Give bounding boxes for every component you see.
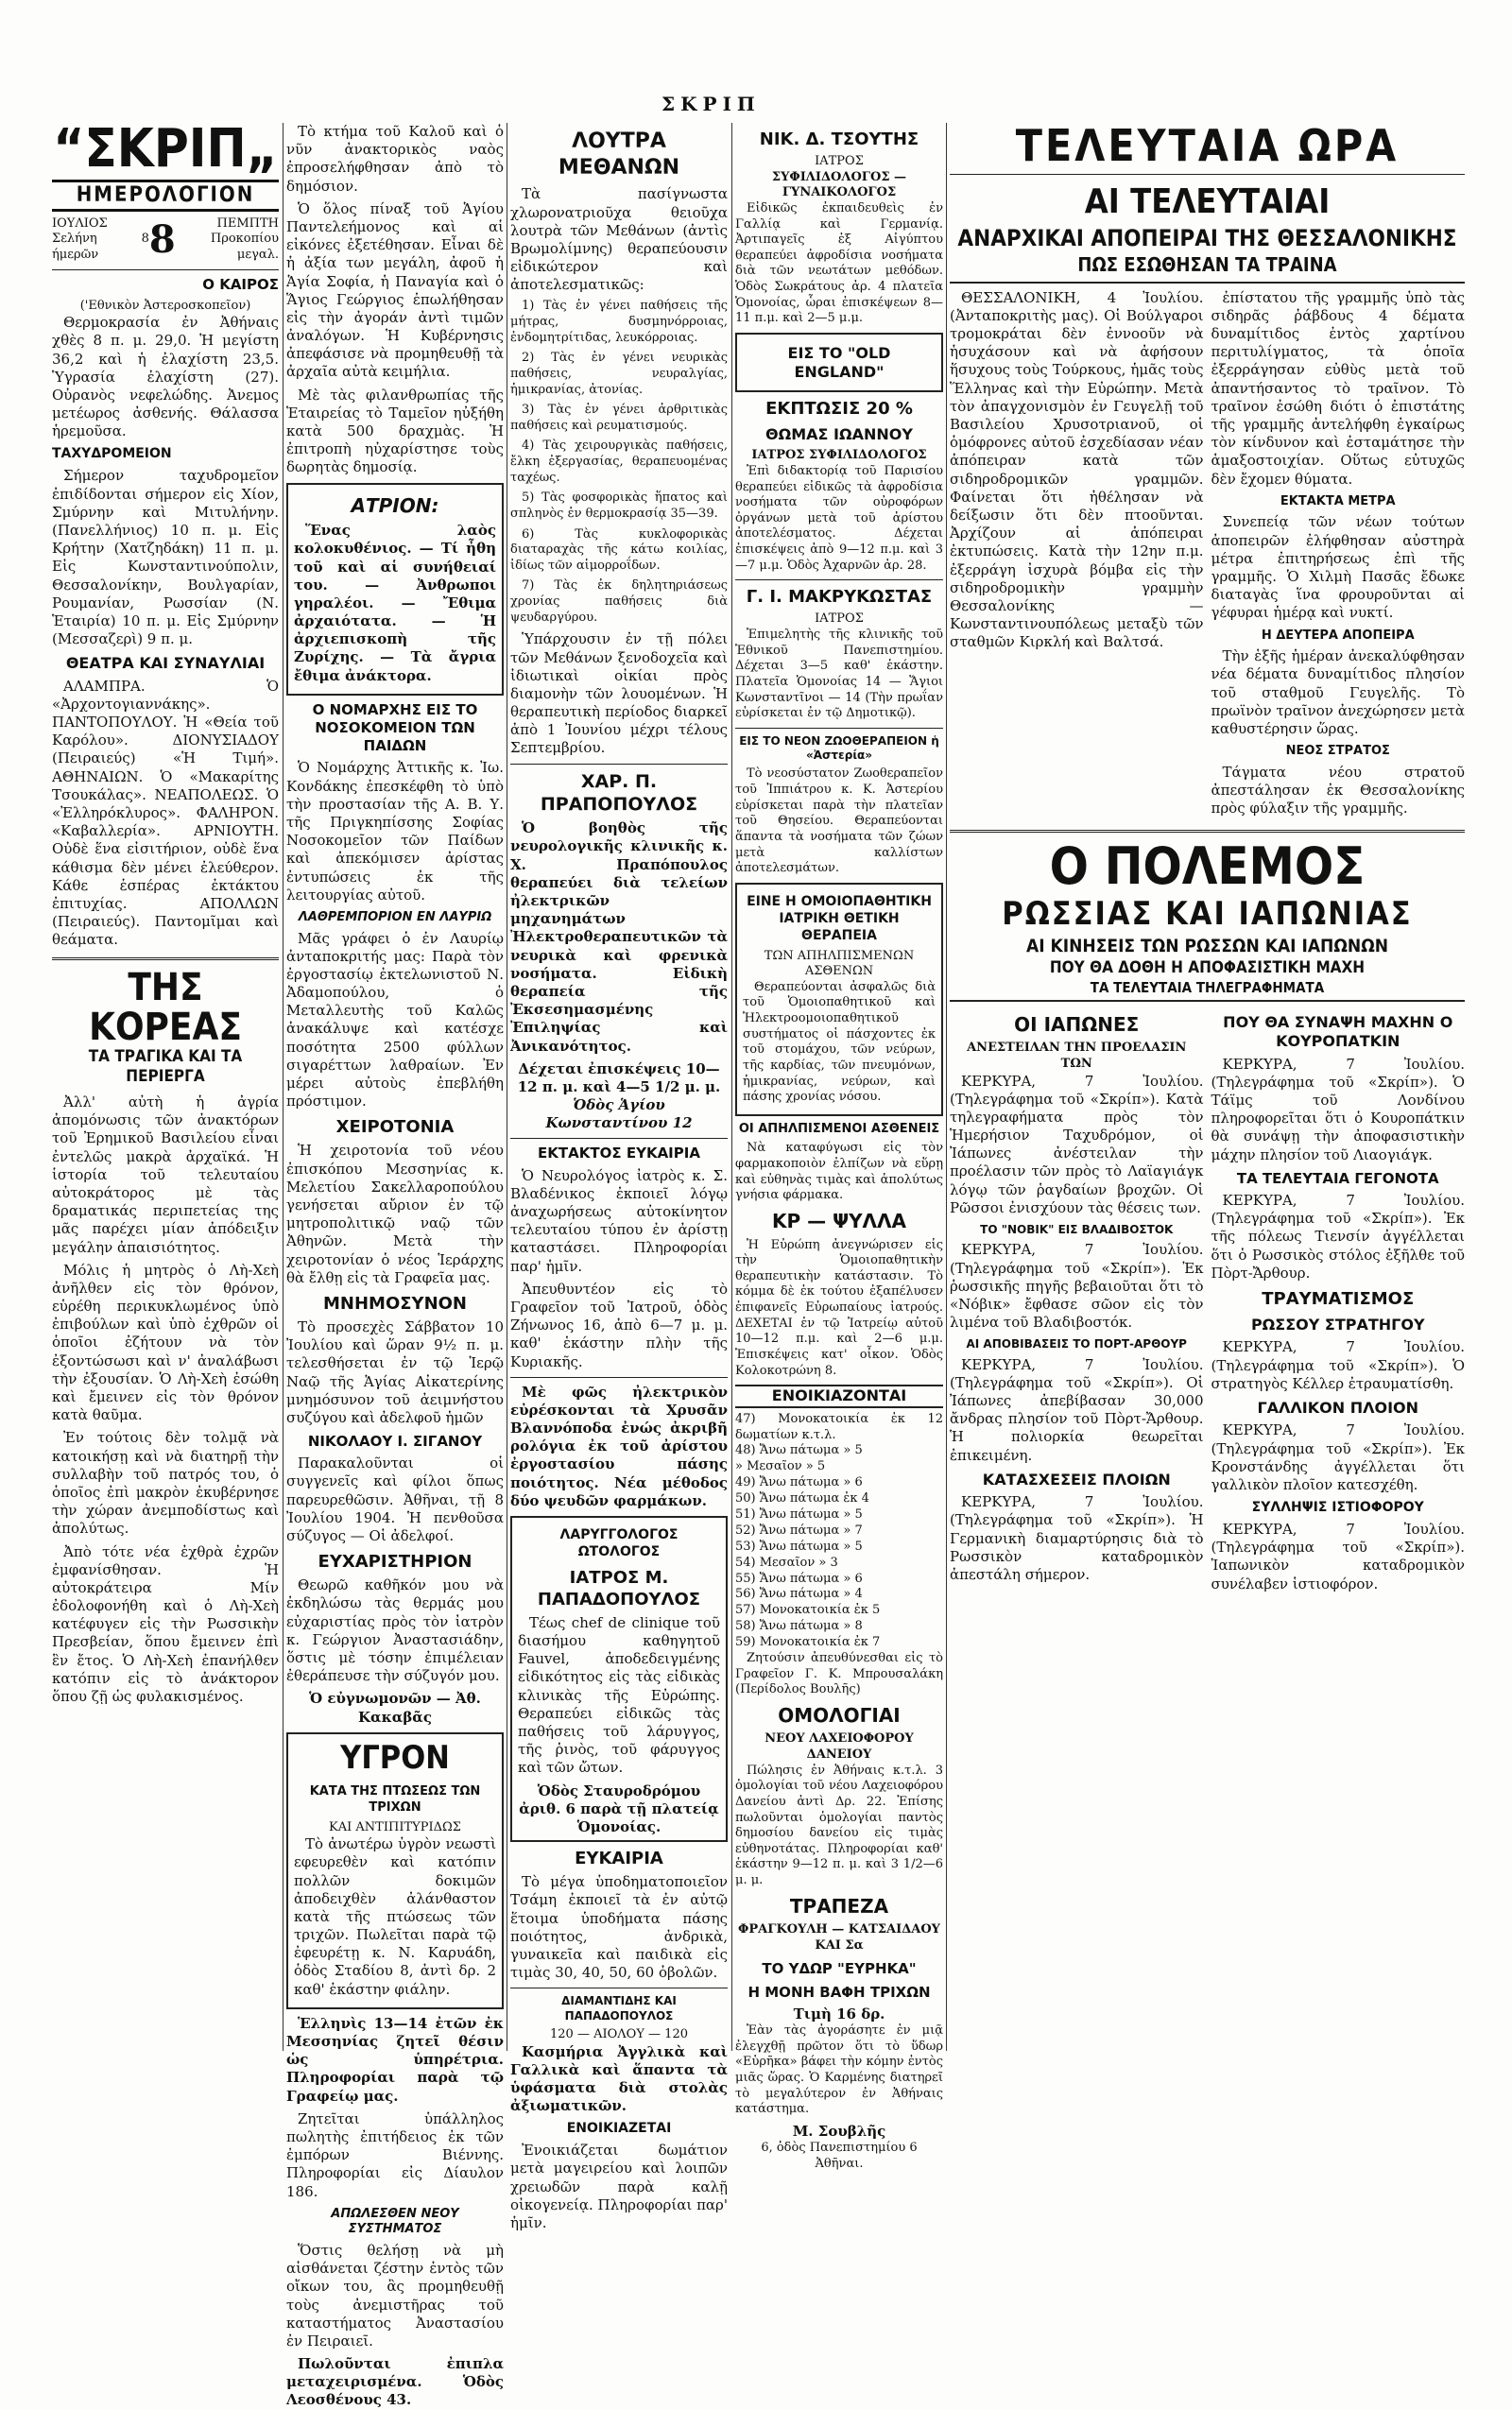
list-item: 54) Μεσαῖον » 3 — [735, 1555, 838, 1570]
second-attempt-text: Τὴν ἑξῆς ἡμέραν ἀνεκαλύφθησαν νέα δέματα δυναμίτιδος πλησίον τοῦ σταθμοῦ Γευγελῆς. Τὸ πρωϊνὸν τραῖνον ἀνεχώρησεν μετὰ καθυστέρησιν ὥρας. — [1211, 647, 1465, 737]
post-heading: ΤΑΧΥΔΡΟΜΕΙΟΝ — [52, 446, 172, 462]
doctor-hours: Δέχεται ἐπισκέψεις 10—12 π. μ. καὶ 4—5 1/2 μ. μ. — [517, 1059, 721, 1095]
intro-text: Μὲ τὰς φιλανθρωπίας τῆς Ἑταιρείας τὸ Ταμεῖον ηὐξήθη κατὰ 500 δραχμὰς. Ἡ ἐπιτροπὴ ηὐχαρίστησε τοὺς δωρητὰς δημοσίᾳ. — [286, 386, 504, 476]
water-agent: Μ. Σουβλῆς — [792, 2122, 886, 2140]
atrion-text: Ἕνας λαὸς κολοκυθένιος. — Τί ἦθη τοῦ καὶ αἱ συνήθειαί του. — Ἀνθρωποι γηραλέοι. — Ἔθιμα ἀρχαιότατα. — Ἡ ἀρχιεπισκοπὴ τῆς Ζυρίχης. — Τὰ ἄγρια ἔθιμα ἀνάκτορα. — [294, 522, 496, 684]
doctor-name: ΝΙΚ. Δ. ΤΣΟΥΤΗΣ — [759, 129, 919, 149]
theatre-text: ΑΛΑΜΠΡΑ. Ὁ «Ἀρχοντογιαννάκης». ΠΑΝΤΟΠΟΥΛΟΥ. Ἡ «Θεία τοῦ Καρόλου». ΔΙΟΝΥΣΙΑΔΟΥ (Πειραιεύς) «Ἡ Τιμή». ΑΘΗΝΑΙΩΝ. Ὁ «Μακαρίτης Τσουκάλας». ΝΕΑΠΟΛΕΩΣ. Ὁ «Ἐλληρόκλυρος». ΦΑΛΗΡΟΝ. «Καβαλλερία». ΑΡΝΙΟΥΤΗ. Οὐδὲ ἕνα εἰσιτήριον, οὐδὲ ἕνα κάθισμα δὲν μένει ἐλεύθερον. Κάθε ἑσπέρας ἐκτάκτου ἐπιτυχίας. ΑΠΟΛΛΩΝ (Πειραιεύς). Παντομῖμαι καὶ θεάματα. — [52, 677, 279, 949]
mnemosynon-name: ΝΙΚΟΛΑΟΥ Ι. ΣΙΓΑΝΟΥ — [307, 1433, 483, 1451]
doctor3-name: Γ. Ι. ΜΑΚΡΥΚΩΣΤΑΣ — [746, 587, 933, 608]
french-ship-heading: ΓΑΛΛΙΚΟΝ ΠΛΟΙΟΝ — [1257, 1398, 1419, 1417]
hygron-sub-2: ΚΑΙ ΑΝΤΙΠΙΤΥΡΙΔΩΣ — [329, 1819, 461, 1834]
latest-events-heading: ΤΑ ΤΕΛΕΥΤΑΙΑ ΓΕΓΟΝΟΤΑ — [1236, 1169, 1439, 1187]
dentist-name: ΙΑΤΡΟΣ Μ. ΠΑΠΑΔΟΠΟΥΛΟΣ — [537, 1567, 701, 1610]
doctor-text: Εἰδικῶς ἐκπαιδευθεὶς ἐν Γαλλίᾳ καὶ Γερμανίᾳ. Ἀρτιπαγεῖς ἐξ Αἰγύπτου θεραπεύει ἀφροδίσια νοσήματα διὰ τῶν νεωτάτων μεθόδων. Ὁδὸς Σωκράτους ἀρ. 4 πλατεῖα Ὁμονοίας, ὧραι ἐπισκέψεων 8—11 π.μ. καὶ 2—5 μ.μ. — [735, 200, 943, 326]
nomarch-text: Ὁ Νομάρχης Ἀττικῆς κ. Ἰω. Κονδάκης ἐπεσκέφθη τὸ ὑπὸ τὴν προστασίαν τῆς Α. Β. Υ. τῆς Πριγκηπίσσης Σοφίας Νοσοκομεῖον τῶν Παίδων καὶ ἀπεκόμισεν ἀρίστας ἐντυπώσεις ἐκ τῆς λειτουργίας αὐτοῦ. — [286, 759, 504, 904]
japan-text: ΚΕΡΚΥΡΑ, 7 Ἰουλίου. (Τηλεγράφημα τοῦ «Σκρίπ»). Κατὰ τηλεγραφήματα πρὸς τὸν Ἡμερήσιον Ταχυδρόμον, οἱ Ἰάπωνες ἀνέστειλαν τὴν προέλασιν τῶν πρὸς τὸ Λαϊαγιάγκ λόγῳ τῶν ῥαγδαίων βροχῶν. Οἱ Ρῶσσοι ἐνισχύουν τὰς θέσεις των. — [950, 1072, 1204, 1216]
bank-heading: ΤΡΑΠΕΖΑ — [789, 1894, 889, 1918]
list-item: 50) Ἄνω πάτωμα ἐκ 4 — [735, 1491, 869, 1506]
rent-text: Ἐνοικιάζεται δωμάτιον μετὰ μαγειρείου καὶ λοιπῶν χρειωδῶν παρὰ καλῇ οἰκογενείᾳ. Πληροφορίαι παρ' ἡμῖν. — [510, 2142, 728, 2232]
korea-title: ΤΗΣ ΚΟΡΕΑΣ — [89, 965, 242, 1049]
loan-text: Πώλησις ἐν Ἀθήναις κ.τ.λ. 3 ὁμολογίαι τοῦ νέου Λαχειοφόρου Δανείου ἀντὶ Δρ. 22. Ἐπίσης πωλοῦνται ὁμολογίαι παντὸς δημοσίου δανείου εἰς τιμὰς εὐθηνοτάτας. Πληροφορίαι καθ' ἑκάστην 9—12 π. μ. καὶ 3 1/2—6 μ. μ. — [735, 1763, 943, 1888]
saint-day: Προκοπίου μεγαλ. — [210, 232, 279, 263]
measures-heading: ΕΚΤΑΚΤΑ ΜΕΤΡΑ — [1280, 493, 1396, 508]
list-item: 47) Μονοκατοικία ἐκ 12 δωματίων κ.τ.λ. — [735, 1411, 943, 1442]
baths-item: 4) Τὰς χειρουργικὰς παθήσεις, ἔλκη ἐξεργασίας, θεραπευομένας ταχέως. — [510, 439, 728, 485]
day-number: 8 — [148, 217, 176, 263]
baths-item: 6) Τὰς κυκλοφορικὰς διαταραχὰς τῆς κάτω κοιλίας, ἰδίως τῶν αἱμορροΐδων. — [510, 526, 728, 573]
weather-report: Θερμοκρασία ἐν Ἀθήναις χθὲς 8 π. μ. 29,0. Ἡ μεγίστη 36,2 καὶ ἡ ἐλαχίστη 23,5. Ὑγρασία ἐλαχίστη (27). Οὐρανὸς νεφελώδης. Ἀνεμος μετέωρος ἀσθενής. Θάλασσα ἡρεμοῦσα. — [52, 314, 279, 440]
baths-item: 5) Τὰς φοσφορικὰς ἥπατος καὶ σπληνὸς ἐν θερμοκρασίᾳ 35—39. — [510, 491, 728, 521]
bottom-ad: Πωλοῦνται ἐπιπλα μεταχειρισμένα. Ὁδὸς Λεοσθένους 43. — [286, 2355, 504, 2409]
theatre-heading: ΘΕΑΤΡΑ ΚΑΙ ΣΥΝΑΥΛΙΑΙ — [65, 654, 266, 673]
opportunity-text: Τὸ μέγα ὑποδηματοποιεῖον Τσάμη ἐκποιεῖ τὰ ἐν αὐτῷ ἕτοιμα ὑποδήματα πάσης ποιότητος, ἀνδρικὰ, γυναικεῖα καὶ παιδικὰ εἰς τιμὰς 30, 40, 50, 60 ὀβολῶν. — [510, 1873, 728, 1982]
wounded-heading: ΤΡΑΥΜΑΤΙΣΜΟΣ — [1262, 1288, 1415, 1309]
troops-heading: ΝΕΟΣ ΣΤΡΑΤΟΣ — [1285, 744, 1390, 759]
column-rule — [946, 123, 947, 2051]
nobik-text: ΚΕΡΚΥΡΑ, 7 Ἰουλίου. (Τηλεγράφημα τοῦ «Σκρίπ»). Ἐκ ῥωσσικῆς πηγῆς βεβαιοῦται ὅτι τὸ «Νόβικ» ἔφθασε σῶον εἰς τὸν λιμένα τοῦ Βλαδιβοστόκ. — [950, 1241, 1204, 1332]
water-heading: ΤΟ ΥΔΩΡ "ΕΥΡΗΚΑ" — [762, 1959, 917, 1977]
column-3 — [510, 123, 728, 2232]
notice-text: Ὁ Νευρολόγος ἰατρὸς κ. Σ. Βλαδένικος ἐκποιεῖ λόγῳ ἀναχωρήσεως αὐτοκίνητον τελευταίου τύπου ἐν ἀρίστῃ καταστάσει. Πληροφορίαι παρ' ἡμῖν. — [510, 1166, 728, 1275]
list-item: 59) Μονοκατοικία ἐκ 7 — [735, 1635, 881, 1650]
column-rule — [731, 123, 732, 2051]
headline: ΑΙ ΤΕΛΕΥΤΑΙΑΙ — [1084, 182, 1331, 222]
kuro-heading: ΠΟΥ ΘΑ ΣΥΝΑΨΗ ΜΑΧΗΝ Ο ΚΟΥΡΟΠΑΤΚΙΝ — [1223, 1012, 1453, 1051]
hygron-text: Τὸ ἀνωτέρω ὑγρὸν νεωστὶ εφευρεθὲν καὶ κατόπιν πολλῶν δοκιμῶν ἀποδειχθὲν ἀλάνθαστον κατὰ τῆς πτώσεως τῶν τριχῶν. Πωλεῖται παρὰ τῷ ἐφευρέτῃ κ. Ν. Καρυάδη, ὁδὸς Σταδίου 8, ἀντὶ δρ. 2 καθ' ἑκάστην φιάλην. — [294, 1835, 496, 1998]
korea-paragraph: Ἀπὸ τότε νέα ἐχθρὰ ἐχρῶν ἐμφανίσθησαν. Ἡ αὐτοκράτειρα Μίν ἐδολοφονήθη καὶ ὁ Λὴ-Χεὴ κατέφυγεν εἰς τὴν Ρωσσικὴν Πρεσβείαν, ὅπου ἔμεινεν ἐπὶ ἓν ἔτος. Ὁ Λὴ-Χεὴ ἐπανήλθεν κατόπιν εἰς τὸ ἀνάκτορον ὅπου ζῇ ὡς φυλακισμένος. — [52, 1542, 279, 1706]
arthur-text: ΚΕΡΚΥΡΑ, 7 Ἰουλίου. (Τηλεγράφημα τοῦ «Σκρίπ»). Οἱ Ἰάπωνες ἀπεβίβασαν 30,000 ἄνδρας πλησίον τοῦ Πὸρτ-Ἄρθουρ. Ἡ πολιορκία θεωρεῖται ἐπικειμένη. — [950, 1355, 1204, 1464]
electric-ad: Μὲ φῶς ἠλεκτρικὸν εὐρέσκονται τὰ Χρυσᾶν Βλαννόποδα ἐνώς ἀκριβῆ ρολόγια ἐκ τοῦ ἀρίστου ἐργοστασίου πάσης ποιότητος. Νέα μέθοδος δύο ψευδῶν φαρμάκων. — [510, 1383, 728, 1509]
headline-2: ΑΝΑΡΧΙΚΑΙ ΑΠΟΠΕΙΡΑΙ ΤΗΣ ΘΕΣΣΑΛΟΝΙΚΗΣ — [957, 225, 1457, 252]
story-text: ἐπίστατου τῆς γραμμῆς ὑπὸ τὰς σιδηρᾶς ῥάβδους 4 δέματα δυναμίτιδος ἐντὸς χαρτίνου περιτυλίγματος, τὰ ὁποῖα ἐξερράγησαν εὐθὺς μετὰ τοῦ ἀπαντήσαντος τὸ τραῖνον. Τὸ τραῖνον ἐσώθη διότι ὁ ἐπιστάτης τῆς γραμμῆς ἀντελήφθη ἐγκαίρως τὸν κίνδυνον καὶ ἐσταμάτησε τὴν ἁμαξοστοιχίαν. Οὕτως εὐτυχῶς δὲν ἔχομεν θύματα. — [1211, 288, 1465, 488]
water-price: Τιμὴ 16 δρ. — [793, 2005, 885, 2023]
war-heading: Ο ΠΟΛΕΜΟΣ — [1049, 836, 1366, 897]
baths-item: 3) Τὰς ἐν γένει ἀρθριτικὰς παθήσεις καὶ ρευματισμούς. — [510, 403, 728, 433]
shop-text: Κασμήρια Ἀγγλικὰ καὶ Γαλλικὰ καὶ ἅπαντα τὰ ὑφάσματα διὰ στολὰς ἀξιωματικῶν. — [510, 2042, 728, 2115]
kuro-text: ΚΕΡΚΥΡΑ, 7 Ἰουλίου. (Τηλεγράφημα τοῦ «Σκρίπ»). Ὁ Τάϊμς τοῦ Λονδίνου πληροφορεῖται ὅτι ὁ Κουροπάτκιν θὰ συνάψῃ τὴν ἀποφασιστικὴν μάχην πλησίον τοῦ Λιαογιάγκ. — [1211, 1055, 1465, 1163]
bank-sub: ΦΡΑΓΚΟΥΛΗ — ΚΑΤΣΑΙΔΑΟΥ ΚΑΙ Σα — [738, 1922, 940, 1953]
moon-phase: Σελήνη 8 ήμερῶν — [52, 232, 149, 263]
intro-text: Ὁ ὅλος πίναξ τοῦ Ἁγίου Παντελεήμονος καὶ αἱ εἰκόνες ἐξετέθησαν. Εἶναι δὲ ἡ ἀξία των μεγάλη, ἀφοῦ ἡ Ἁγία Σοφία, ἡ Παναγία καὶ ὁ Ἅγιος Γεώργιος ἐπωλήθησαν εἰς τὴν ἀγοράν ἀντὶ τιμῶν ἀναλόγων. Ἡ Κυβέρνησις ἀπεφάσισε νὰ προμηθευθῇ τὰ ἀρχαῖα αὐτὰ κειμήλια. — [286, 199, 504, 381]
month: ΙΟΥΛΙΟΣ — [52, 215, 108, 231]
rentals-footer: Ζητούσιν ἀπευθύνεσθαι εἰς τὸ Γραφεῖον Γ. Κ. Μπρουσαλάκη (Περίδολος Βουλῆς) — [735, 1650, 943, 1697]
seller-ad: Ζητεῖται ὑπάλληλος πωλητὴς ἐπιτήδειος ἐκ τῶν ἐμπόρων Βιέννης. Πληροφορίαι εἰς Δίαυλον 186. — [286, 2109, 504, 2200]
lavrion-text: Μᾶς γράφει ὁ ἐν Λαυρίῳ ἀνταποκριτής μας: Παρὰ τὸν ἐργοστασίῳ ἐκτελωνιστοῦ Ν. Ἀδαμοπούλου, ὁ Μεταλλευτὴς τοῦ Καλῶς ἀνακάλυψε καὶ κατέσχε ποσότητα 2500 φύλλων σιγαρέττων λαθραίων. Ἐν μέρει αὐτοὺς ἐπεβλήθη πρόστιμον. — [286, 929, 504, 1110]
doctor2-title: ΙΑΤΡΟΣ ΣΥΦΙΛΙΔΟΛΟΓΟΣ — [751, 448, 927, 463]
list-item: 56) Ἄνω πάτωμα » 4 — [735, 1587, 863, 1602]
cheirotonia-text: Ἡ χειροτονία τοῦ νέου ἐπισκόπου Μεσσηνίας κ. Μελετίου Σακελλαροπούλου γενήσεται αὔριον ἐν τῷ μητροπολιτικῷ ναῷ τῶν Ἀθηνῶν. Μετὰ τὴν χειροτονίαν ὁ νέος Ἱεράρχης θὰ ἔλθῃ εἰς τὰ Γραφεῖα μας. — [286, 1142, 504, 1286]
hygron-heading: ΥΓΡΟΝ — [340, 1738, 450, 1777]
list-item: 51) Ἄνω πάτωμα » 5 — [735, 1506, 863, 1522]
loan-heading: ΟΜΟΛΟΓΙΑΙ — [778, 1703, 901, 1727]
zoo-heading: ΕΙΣ ΤΟ ΝΕΟΝ ΖΩΟΘΕΡΑΠΕΙΟΝ ἡ «Ἀστερία» — [739, 733, 939, 763]
wounded-sub: ΡΩΣΣΟΥ ΣΤΡΑΤΗΓΟΥ — [1250, 1315, 1425, 1334]
second-attempt-heading: Η ΔΕΥΤΕΡΑ ΑΠΟΠΕΙΡΑ — [1261, 628, 1415, 643]
list-item: » Μεσαῖον » 5 — [735, 1459, 826, 1474]
arthur-heading: ΑΙ ΑΠΟΒΙΒΑΣΕΙΣ ΤΟ ΠΟΡΤ-ΑΡΘΟΥΡ — [966, 1337, 1187, 1351]
doctor2-name: ΘΩΜΑΣ ΙΩΑΝΝΟΥ — [765, 424, 913, 443]
masthead — [0, 0, 1512, 113]
japan-sub: ΑΝΕΣΤΕΙΛΑΝ ΤΗΝ ΠΡΟΕΛΑΣΙΝ ΤΩΝ — [967, 1041, 1187, 1071]
dentist-address: Ὁδὸς Σταυροδρόμου ἀριθ. 6 παρὰ τῇ πλατείᾳ Ὁμονοίας. — [519, 1782, 719, 1835]
hygron-sub: ΚΑΤΑ ΤΗΣ ΠΤΩΣΕΩΣ ΤΩΝ ΤΡΙΧΩΝ — [309, 1784, 481, 1815]
doctor-name: ΧΑΡ. Π. ΠΡΑΠΟΠΟΥΛΟΣ — [540, 770, 698, 815]
almanac-heading: ΗΜΕΡΟΛΟΓΙΟΝ — [52, 180, 279, 212]
homeo-sub: ΤΩΝ ΑΠΗΛΠΙΣΜΕΝΩΝ ΑΣΘΕΝΩΝ — [764, 948, 915, 979]
steamer-text: ΚΕΡΚΥΡΑ, 7 Ἰουλίου. (Τηλεγράφημα τοῦ «Σκρίπ»). Ἰαπωνικὸν καταδρομικὸν συνέλαβεν ἱστιοφόρον. — [1211, 1521, 1465, 1592]
baths-item: 1) Τὰς ἐν γένει παθήσεις τῆς μήτρας, δυσμηνόρροιας, ἐνδομητρίτιδας, λευκόρροιας. — [510, 299, 728, 345]
korea-subtitle: ΤΑ ΤΡΑΓΙΚΑ ΚΑΙ ΤΑ ΠΕΡΙΕΡΓΑ — [88, 1046, 243, 1087]
headline-3: ΠΩΣ ΕΣΩΘΗΣΑΝ ΤΑ ΤΡΑΙΝΑ — [950, 253, 1465, 284]
measures-text: Συνεπείᾳ τῶν νέων τούτων ἀποπειρῶν ἐλήφθησαν αὐστηρὰ μέτρα ἐπιτηρήσεως ἐπὶ τῆς γραμμῆς. Ὁ Χιλμὴ Πασᾶς ἔδωκε διαταγὰς ἵνα φρουροῦνται αἱ γέφυραι ἡμέρᾳ καὶ νυκτί. — [1211, 513, 1465, 622]
korea-paragraph: Μόλις ἡ μητρὸς ὁ Λὴ-Χεὴ ἀνῆλθεν εἰς τὸν θρόνον, εὑρέθη περικυκλωμένος ὑπὸ ἐπιβούλων καὶ ὑπὸ ἐχθρῶν οἱ ὁποῖοι ἐζήτουν νὰ τὸν ἐξοντώσωσι καὶ ν' ἀναλάβωσι τὴν ἐξουσίαν. Ὁ Λὴ-Χεὴ ἐσώθη καὶ ἔμεινεν εἰς τὸν θρόνον κατὰ θαῦμα. — [52, 1261, 279, 1424]
baths-item: 2) Τὰς ἐν γένει νευρικὰς παθήσεις, νευραλγίας, ἡμικρανίας, ἀτονίας. — [510, 351, 728, 397]
lady-ad: Ἑλληνὶς 13—14 ἐτῶν ἐκ Μεσσηνίας ζητεῖ θέσιν ὡς ὑπηρέτρια. Πληροφορίαι παρὰ τῷ Γραφείῳ μας. — [286, 2014, 504, 2105]
dentist-text: Τέως chef de clinique τοῦ διασήμου καθηγητοῦ Fauvel, ἀποδεδειγμένης εἰδικότητος εἰς τὰς εἰδικὰς κλινικὰς τῆς Εὐρώπης. Θεραπεύει εἰδικῶς τὰς παθήσεις τοῦ λάρυγγος, τῆς ῥινὸς, τοῦ φάρυγγος καὶ τῶν ὤτων. — [518, 1613, 720, 1777]
notice-text-2: Ἀπευθυντέον εἰς τὸ Γραφεῖον τοῦ Ἰατροῦ, ὁδὸς Ζήνωνος 16, ἀπὸ 6—7 μ. μ. καθ' ἑκάστην πλὴν τῆς Κυριακῆς. — [510, 1280, 728, 1370]
list-item: 52) Ἄνω πάτωμα » 7 — [735, 1523, 863, 1538]
zoo-text: Τὸ νεοσύστατον Ζωοθεραπεῖον τοῦ Ἱππιάτρου κ. Κ. Ἀστερίου εὑρίσκεται παρὰ τὴν πλατεῖαν τοῦ Θησείου. Θεραπεύονται ἅπαντα τὰ νοσήματα τῶν ζώων μετὰ καλλίστων ἀποτελεσμάτων. — [735, 766, 943, 876]
doctor3-title: ΙΑΤΡΟΣ — [815, 611, 864, 627]
baths-text: Τὰ πασίγνωστα χλωρονατριοῦχα θειοῦχα λουτρὰ τῶν Μεθάνων (ἀντὶς Βρωμολίμνης) θεραπεύουσιν εἰδικώτερον καὶ ἀποτελεσματικῶς: — [510, 185, 728, 294]
shop-address: 120 — ΑΙΟΛΟΥ — 120 — [550, 2027, 688, 2041]
war-sub-3: ΠΟΥ ΘΑ ΔΟΘΗ Η ΑΠΟΦΑΣΙΣΤΙΚΗ ΜΑΧΗ — [1049, 957, 1366, 977]
desperate-heading: ΟΙ ΑΠΗΛΠΙΣΜΕΝΟΙ ΑΣΘΕΝΕΙΣ — [738, 1121, 940, 1136]
story-text: ΘΕΣΣΑΛΟΝΙΚΗ, 4 Ἰουλίου. (Ἀνταποκριτὴς μας). Οἱ Βούλγαροι τρομοκράται δὲν ἐννοοῦν νὰ ἡσυχάσουν καὶ νὰ ἀφήσουν ἥσυχους τοὺς Τούρκους, ἡμᾶς τοὺς Ἕλληνας καὶ τὴν Εὐρώπην. Μετὰ τὸν ἀπαγχονισμὸν ἐν Γευγελῇ τοῦ Βασιλείου Χρυσοτριανοῦ, οἱ ὁμόφρονες αὐτοῦ ἐσχεδίασαν νέαν ἀπόπειραν κατὰ τῶν σιδηροδρομικῶν γραμμῶν. Φαίνεται ὅτι ἠθέλησαν νὰ δείξωσιν ὅτι δὲν πτοοῦνται. Ἀρχίζουν αἱ ἀπόπειραι ἐκτυπώσεις. Κατὰ τὴν 12ην π.μ. ἐξερράγη ἰσχυρὰ βόμβα εἰς τὴν σιδηροδρομικὴν γραμμὴν Θεσσαλονίκης — Κωνσταντινουπόλεως μεταξὺ τῶν σταθμῶν Κιρκλή καὶ Βαλτσά. — [950, 288, 1204, 651]
rent-heading: ΕΝΟΙΚΙΑΖΕΤΑΙ — [566, 2121, 672, 2137]
korea-paragraph: Ἀλλ' αὐτὴ ἡ ἀγρία ἀπομόνωσις τῶν ἀνακτόρων τοῦ Ἐρημικοῦ Βασιλείου εἶναι ἐντελῶς μακρὰ ἀρχαϊκά. Ἡ ἱστορία τοῦ τελευταίου αὐτοκράτορος μὲ τὰς δραματικάς περιπετείας της μᾶς παρέχει μίαν ἀπόδειξιν μεγάλην ἀπαισιότητος. — [52, 1093, 279, 1256]
old-england-heading: ΕΙΣ ΤΟ "OLD ENGLAND" — [787, 343, 891, 382]
list-item: 58) Ἄνω πάτωμα » 8 — [735, 1619, 863, 1634]
list-item: 55) Ἄνω πάτωμα » 6 — [735, 1571, 863, 1586]
doctor-address: Ὁδὸς Ἁγίου Κωνσταντίνου 12 — [545, 1096, 693, 1132]
psylla-heading: ΚΡ — ΨΥΛΛΑ — [772, 1209, 906, 1232]
korea-paragraph: Ἐν τούτοις δὲν τολμᾷ νὰ κατοικήσῃ καὶ νὰ διατηρῇ τὴν συλλαβὴν τοῦ πατρός του, ὁ ὁποῖος ἐπὶ μακρὸν ἐκυβέρνησε τὴν χώραν ἀνεμποδίστως καὶ ἀπολύτως. — [52, 1429, 279, 1538]
dentist-heading: ΛΑΡΥΓΓΟΛΟΓΟΣ ΩΤΟΛΟΓΟΣ — [559, 1527, 679, 1559]
list-item: 57) Μονοκατοικία ἐκ 5 — [735, 1603, 881, 1618]
doctor-specialty: ΣΥΦΙΛΙΔΟΛΟΓΟΣ — ΓΥΝΑΙΚΟΛΟΓΟΣ — [771, 169, 907, 200]
thanks-text: Θεωρῶ καθῆκόν μου νὰ ἐκδηλώσω τὰς θερμάς μου εὐχαριστίας πρὸς τὸν ἰατρὸν κ. Γεώργιον Ἀναστασιάδην, ὅστις μὲ τόσην ἐπιμέλειαν ἐθεράπευσε τὴν σύζυγόν μου. — [286, 1576, 504, 1685]
column-5 — [950, 120, 1465, 2060]
baths-item: 7) Τὰς ἐκ δηλητηριάσεως χρονίας παθήσεις διὰ ψευδαργύρου. — [510, 578, 728, 625]
baths-text-2: Ὑπάρχουσιν ἐν τῇ πόλει τῶν Μεθάνων ξενοδοχεῖα καὶ ἰδιωτικαὶ οἰκίαι πρὸς διαμονὴν τῶν λουομένων. Ἡ θεραπευτικὴ περίοδος διαρκεῖ ἀπὸ 1 Ἰουνίου μέχρι τέλους Σεπτεμβρίου. — [510, 630, 728, 757]
rentals-list — [735, 1412, 943, 1651]
running-title: ΣΚΡΙΠ — [662, 93, 761, 115]
doctor3-text: Ἐπιμελητὴς τῆς κλινικῆς τοῦ Ἐθνικοῦ Πανεπιστημίου. Δέχεται 3—5 καθ' ἑκάστην. Πλατεῖα Ὁμονοίας 14 — Ἅγιοι Κωνσταντῖνοι — 14 (Τὴν πρωΐαν εὑρίσκεται ἐν τῷ Δημοτικῷ). — [735, 628, 943, 721]
lavrion-heading: ΛΑΘΡΕΜΠΟΡΙΟΝ ΕΝ ΛΑΥΡΙΩ — [298, 909, 492, 924]
column-rule — [283, 123, 284, 2051]
thanks-heading: ΕΥΧΑΡΙΣΤΗΡΙΟΝ — [318, 1552, 472, 1573]
newspaper-title: “ΣΚΡΙΠ„ — [53, 118, 278, 180]
old-england-discount: ΕΚΠΤΩΣΙΣ 20 % — [765, 398, 913, 419]
war-sub-4: ΤΑ ΤΕΛΕΥΤΑΙΑ ΤΗΛΕΓΡΑΦΗΜΑΤΑ — [950, 979, 1465, 1002]
war-sub: ΡΩΣΣΙΑΣ ΚΑΙ ΙΑΠΩΝΙΑΣ — [1002, 894, 1413, 933]
nobik-heading: ΤΟ "ΝΟΒΙΚ" ΕΙΣ ΒΛΑΔΙΒΟΣΤΟΚ — [980, 1223, 1174, 1237]
post-text: Σήμερον ταχυδρομεῖον ἐπιδίδονται σήμερον εἰς Χίον, Σμύρνην καὶ Μιτυλήνην. (Πανελλήνιος) 10 π. μ. Εἰς Κρήτην (Χατζηδάκη) 11 π. μ. Εἰς Κωνσταντινούπολιν, Θεσσαλονίκην, Βουλγαρίαν, Ρουμανίαν, Ρωσσίαν (Ν. Ἑταιρία) 10 π. μ. Εἰς Σμύρνην (Μεσσαζερὶ) 9 π. μ. — [52, 467, 279, 648]
ships-text: ΚΕΡΚΥΡΑ, 7 Ἰουλίου. (Τηλεγράφημα τοῦ «Σκρίπ»). Ἡ Γερμανικὴ διαμαρτύρησις διὰ τὸ Ρωσσικὸν καταδρομικὸν ἀπεστάλη σήμερον. — [950, 1493, 1204, 1584]
water-address: 6, ὁδὸς Πανεπιστημίου 6 Ἀθῆναι. — [761, 2141, 918, 2171]
latest-events-text: ΚΕΡΚΥΡΑ, 7 Ἰουλίου. (Τηλεγράφημα τοῦ «Σκρίπ»). Ἐκ τῆς πόλεως Τιενσίν ἀγγέλλεται ὅτι ὁ Ρωσσικὸς στόλος ἐξῆλθε τοῦ Πὸρτ-Ἄρθουρ. — [1211, 1191, 1465, 1282]
desperate-text: Νὰ καταφύγωσι εἰς τὸν φαρμακοποιὸν ἐλπίζων νὰ εὕρῃ καὶ εὐθηνὰς τιμὰς καὶ ἀπολύτως γνήσια φάρμακα. — [735, 1141, 943, 1203]
column-4 — [735, 123, 943, 2171]
japan-heading: ΟΙ ΙΑΠΩΝΕΣ — [1014, 1012, 1140, 1036]
baths-heading: ΛΟΥΤΡΑ ΜΕΘΑΝΩΝ — [558, 129, 680, 181]
latest-hour-banner: ΤΕΛΕΥΤΑΙΑ ΩΡΑ — [1015, 120, 1400, 171]
mnemosynon-text: Τὸ προσεχὲς Σάββατον 10 Ἰουλίου καὶ ὥραν 9½ π. μ. τελεσθήσεται ἐν τῷ Ἱερῷ Ναῷ τῆς Ἁγίας Αἰκατερίνης μνημόσυνον τοῦ ἀειμνήστου συζύγου καὶ ἀδελφοῦ ἡμῶν — [286, 1317, 504, 1426]
notice-heading: ΕΚΤΑΚΤΟΣ ΕΥΚΑΙΡΙΑ — [538, 1145, 700, 1162]
lost-heading: ΑΠΩΛΕΣΘΕΝ ΝΕΟΥ ΣΥΣΤΗΜΑΤΟΣ — [331, 2206, 459, 2237]
opportunity-heading: ΕΥΚΑΙΡΙΑ — [575, 1849, 663, 1869]
water-sub: Η ΜΟΝΗ ΒΑΦΗ ΤΡΙΧΩΝ — [747, 1983, 931, 2001]
list-item: 48) Ἄνω πάτωμα » 5 — [735, 1443, 863, 1458]
list-item: 49) Ἄνω πάτωμα » 6 — [735, 1475, 863, 1490]
lost-text: Ὅστις θελήσῃ νὰ μὴ αἰσθάνεται ζέστην ἐντὸς τῶν οἴκων του, ἂς προμηθευθῇ τοὺς ἀνεμιστῆρας τοῦ καταστήματος Ἀναστασίου ἐν Πειραιεῖ. — [286, 2241, 504, 2350]
cheirotonia-heading: ΧΕΙΡΟΤΟΝΙΑ — [335, 1117, 455, 1138]
war-sub-2: ΑΙ ΚΙΝΗΣΕΙΣ ΤΩΝ ΡΩΣΣΩΝ ΚΑΙ ΙΑΠΩΝΩΝ — [1025, 936, 1389, 957]
mnemosynon-heading: ΜΝΗΜΟΣΥΝΟΝ — [322, 1293, 467, 1314]
water-text: Ἐὰν τὰς ἀγοράσητε ἐν μιᾷ ἐλεγχθῇ πρῶτον ὅτι τὸ ὕδωρ «Εὑρῆκα» βάφει τὴν κόμην ἐντὸς μιᾶς ὥρας. Ὁ Καρμένης διατηρεῖ τὸ μεγαλύτερον ἐν Ἀθήναις κατάστημα. — [735, 2023, 943, 2117]
thanks-signature: Ὁ εὐγνωμονῶν — Ἀθ. Κακαβᾶς — [309, 1690, 481, 1726]
shop-heading: ΔΙΑΜΑΝΤΙΔΗΣ ΚΑΙ ΠΑΠΑΔΟΠΟΥΛΟΣ — [561, 1994, 677, 2023]
list-item: 53) Ἄνω πάτωμα » 5 — [735, 1539, 863, 1554]
troops-text: Τάγματα νέου στρατοῦ ἀπεστάλησαν ἐκ Θεσσαλονίκης πρὸς φύλαξιν τῆς γραμμῆς. — [1211, 763, 1465, 818]
column-2 — [286, 123, 504, 2409]
atrion-heading: ΑΤΡΙΟΝ: — [351, 493, 439, 517]
weather-source: ('Εθνικὸν Ἀστεροσκοπεῖον) — [79, 298, 251, 313]
doctor-title: ΙΑΤΡΟΣ — [815, 154, 864, 169]
weather-heading: Ο ΚΑΙΡΟΣ — [202, 276, 279, 294]
doctor2-text: Ἐπὶ διδακτορίᾳ τοῦ Παρισίου θεραπεύει εἰδικῶς τὰ ἀφροδίσια νοσήματα τῶν οὐροφόρων ὀργάνων μετὰ τοῦ ἀρίστου ἀποτελέσματος. Δέχεται ἐπισκέψεις ἀπὸ 9—12 π.μ. καὶ 3—7 μ.μ. Ὁδὸς Ἀχαρνῶν ἀρ. 28. — [735, 463, 943, 573]
wounded-text: ΚΕΡΚΥΡΑ, 7 Ἰουλίου. (Τηλεγράφημα τοῦ «Σκρίπ»). Ὁ στρατηγὸς Κέλλερ ἐτραυματίσθη. — [1211, 1338, 1465, 1392]
weekday: ΠΕΜΠΤΗ — [216, 215, 279, 231]
homeo-heading: ΕΙΝΕ Η ΟΜΟΙΟΠΑΘΗΤΙΚΗ ΙΑΤΡΙΚΗ ΘΕΤΙΚΗ ΘΕΡΑΠΕΙΑ — [747, 893, 932, 943]
steamer-heading: ΣΥΛΛΗΨΙΣ ΙΣΤΙΟΦΟΡΟΥ — [1251, 1500, 1424, 1516]
rentals-heading: ΕΝΟΙΚΙΑΖΟΝΤΑΙ — [735, 1385, 943, 1407]
psylla-text: Ἡ Εὐρώπη ἀνεγνώρισεν εἰς τὴν Ὁμοιοπαθητικὴν θεραπευτικὴν κατάστασιν. Τὸ κόμμα δὲ ἐκ τούτου ἐξαπέλυσεν ἐπιφανεῖς Εὐρωπαίους ἰατρούς. ΔΕΧΕΤΑΙ ἐν τῷ Ἰατρείῳ αὐτοῦ 10—12 π.μ. καὶ 2—6 μ.μ. Ἐπισκέψεις κατ' οἶκον. Ὁδὸς Κολοκοτρώνη 8. — [735, 1237, 943, 1378]
column-1 — [52, 118, 279, 2060]
ships-heading: ΚΑΤΑΣΧΕΣΕΙΣ ΠΛΟΙΩΝ — [982, 1470, 1171, 1489]
mnemosynon-text-2: Παρακαλοῦνται οἱ συγγενεῖς καὶ φίλοι ὅπως παρευρεθῶσιν. Ἀθῆναι, τῇ 8 Ἰουλίου 1904. Ἡ πενθοῦσα σύζυγος — Οἱ ἀδελφοί. — [286, 1455, 504, 1545]
intro-text: Τὸ κτήμα τοῦ Καλοῦ καὶ ὁ νῦν ἀνακτορικὸς ναὸς ἐπροσελήφθησαν ἀπὸ τὸ δημόσιον. — [286, 123, 504, 195]
nomarch-heading: Ο ΝΟΜΑΡΧΗΣ ΕΙΣ ΤΟ ΝΟΣΟΚΟΜΕΙΟΝ ΤΩΝ ΠΑΙΔΩΝ — [312, 700, 478, 755]
doctor-text: Ὁ βοηθὸς τῆς νευρολογικῆς κλινικῆς κ. Χ. Πραπόπουλος θεραπεύει διὰ τελείων ἠλεκτρικῶν μηχανημάτων Ἠλεκτροθεραπευτικῶν τὰ νευρικὰ καὶ φρενικὰ νοσήματα. Εἰδικὴ θεραπεία τῆς Ἐκσεσημασμένης Ἐπιληψίας καὶ Ἀνικανότητος. — [510, 819, 728, 1055]
french-ship-text: ΚΕΡΚΥΡΑ, 7 Ἰουλίου. (Τηλεγράφημα τοῦ «Σκρίπ»). Ἐκ Κρονστάνδης ἀγγέλλεται ὅτι γαλλικὸν πλοῖον κατεσχέθη. — [1211, 1421, 1465, 1493]
loan-sub: ΝΕΟΥ ΛΑΧΕΙΟΦΟΡΟΥ ΔΑΝΕΙΟΥ — [765, 1731, 914, 1763]
homeo-text: Θεραπεύονται ἀσφαλῶς διὰ τοῦ Ὁμοιοπαθητικοῦ καὶ Ἠλεκτροομοιοπαθητικοῦ συστήματος οἱ πάσχοντες ἐκ τοῦ στομάχου, τῶν νεύρων, τῆς καρδίας, τῶν πνευμόνων, ἡμικρανίας, νεύρων, καὶ πάσης χρονίας νόσου. — [743, 979, 936, 1105]
